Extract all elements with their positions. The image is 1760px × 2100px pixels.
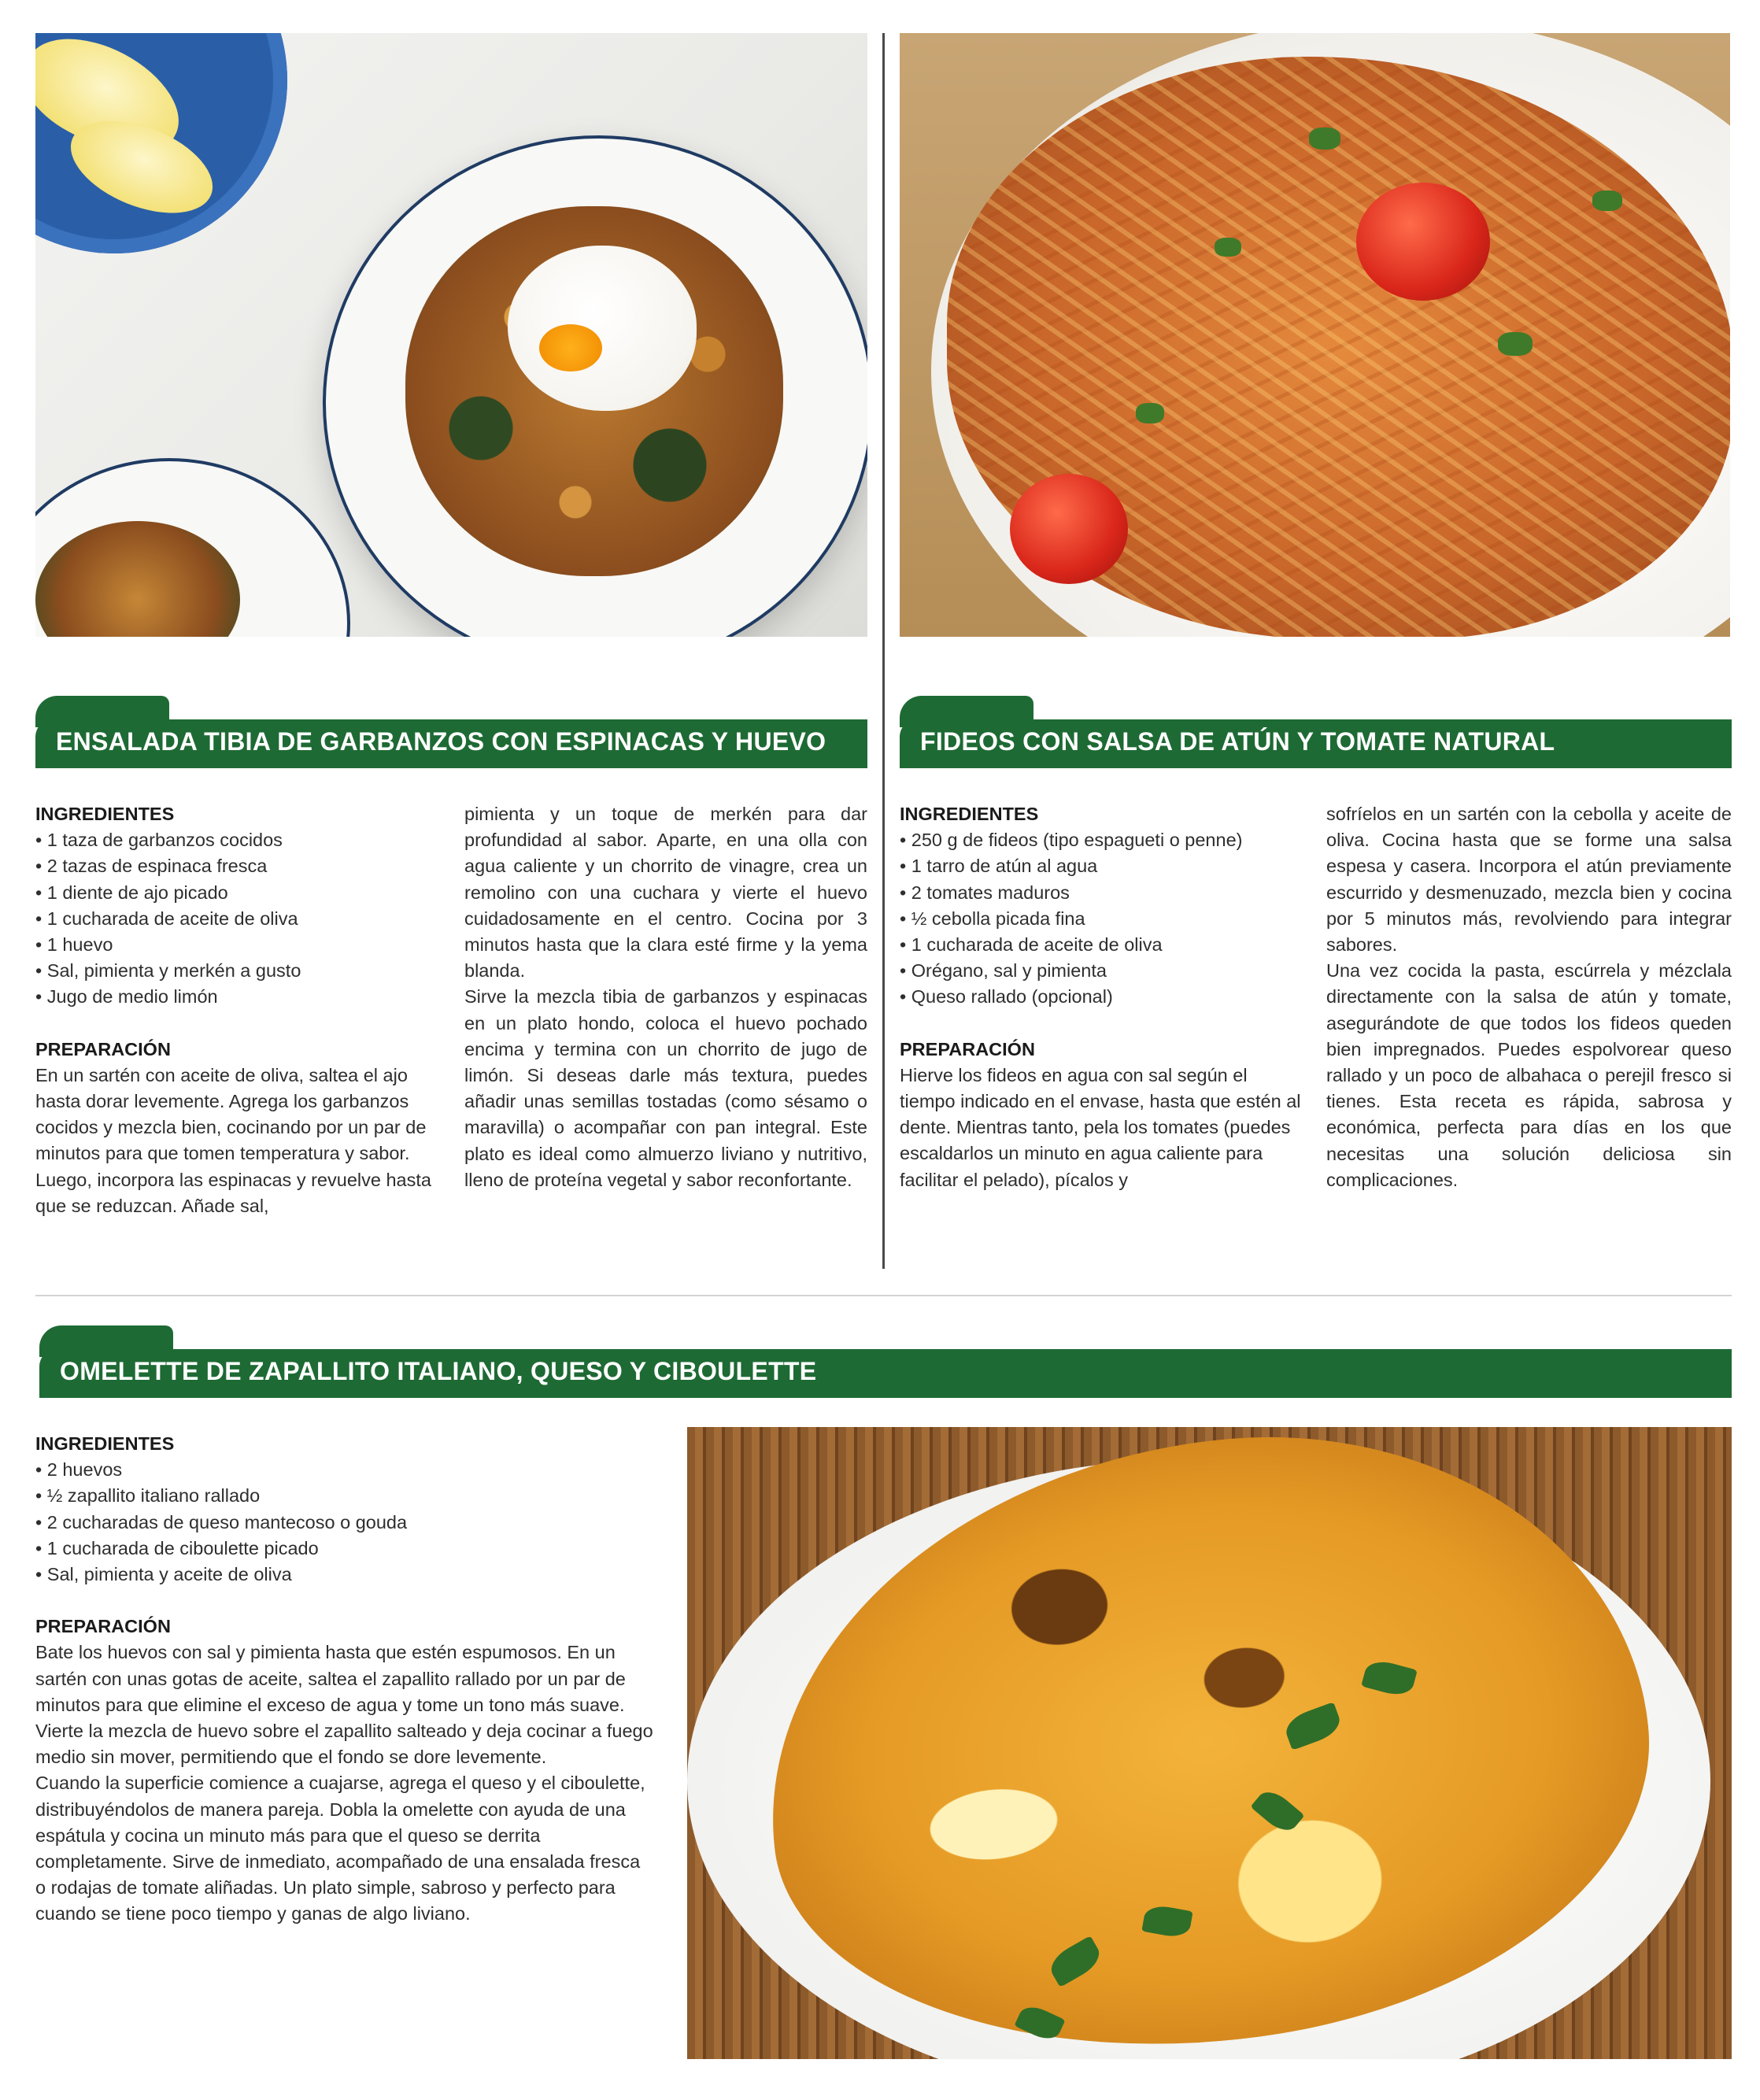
preparation-text: Cuando la superficie comience a cuajarse, agrega el queso y el ciboulette, distribuyéndolos de manera pareja. Dobla la omelette con ayuda de una espátula y cocina un minuto más para que el queso se derrita completamente. Sirve de inmediato, acompañado de una ensalada fresca o rodajas de tomate aliñadas. Un plato simple, sabroso y perfecto para cuando se tiene poco tiempo y ganas de algo liviano. (35, 1773, 645, 1924)
ingredient-item: • 1 cucharada de aceite de oliva (900, 932, 1303, 958)
ingredients-list (35, 827, 441, 1010)
ingredient-item: • Sal, pimienta y merkén a gusto (35, 958, 441, 984)
recipe-header-chickpea (35, 696, 867, 763)
cherry-tomato (1010, 474, 1128, 584)
preparation-heading: PREPARACIÓN (900, 1038, 1035, 1059)
preparation-text: Una vez cocida la pasta, escúrrela y mézclala directamente con la salsa de atún y tomate, asegurándote de que todos los fideos queden bien impregnados. Puedes espolvorear queso rallado y un poco de albahaca o perejil fresco si tienes. Esta receta es rápida, sabrosa y económica, perfecta para días en los que necesitas una solución deliciosa sin complicaciones. (1326, 960, 1732, 1190)
photo-chickpea-salad (35, 33, 867, 637)
ingredient-item: • 1 huevo (35, 932, 441, 958)
recipe-title: ENSALADA TIBIA DE GARBANZOS CON ESPINACAS Y HUEVO (56, 727, 826, 756)
ingredient-item: • 1 taza de garbanzos cocidos (35, 827, 441, 853)
ingredient-item: • 2 tazas de espinaca fresca (35, 853, 441, 879)
preparation-text: En un sartén con aceite de oliva, saltea el ajo hasta dorar levemente. Agrega los garbanzos cocidos y mezcla bien, cocinando por un par de minutos para que tomen temperatura y sabor. Luego, incorpora las espinacas y revuelve hasta que se reduzcan. Añade sal, (35, 1064, 431, 1216)
ingredients-list (35, 1457, 653, 1588)
preparation-heading: PREPARACIÓN (35, 1038, 171, 1059)
preparation-text: sofríelos en un sartén con la cebolla y aceite de oliva. Cocina hasta que se forme una salsa espesa y casera. Incorpora el atún previamente escurrido y desmenuzado, mezcla bien y cocina por 5 minutos más, revolviendo para integrar sabores. (1326, 804, 1732, 956)
ingredient-item: • Jugo de medio limón (35, 984, 441, 1010)
recipe-header-omelette (39, 1325, 1732, 1393)
cherry-tomato (1356, 183, 1490, 301)
ingredient-item: • Queso rallado (opcional) (900, 984, 1303, 1010)
ingredients-list (900, 827, 1303, 1010)
recipe-column (35, 801, 441, 1219)
column-divider (882, 33, 885, 1269)
ingredient-item: • 1 tarro de atún al agua (900, 853, 1303, 879)
recipe-column (464, 801, 867, 1193)
ingredient-item: • 1 cucharada de ciboulette picado (35, 1536, 653, 1562)
herb-garnish (1136, 403, 1164, 423)
ingredient-item: • 250 g de fideos (tipo espagueti o penne) (900, 827, 1303, 853)
ingredients-heading: INGREDIENTES (35, 804, 175, 824)
photo-tuna-pasta (900, 33, 1730, 637)
ingredient-item: • 2 huevos (35, 1457, 653, 1483)
ingredient-item: • 1 diente de ajo picado (35, 880, 441, 906)
preparation-text: Hierve los fideos en agua con sal según el tiempo indicado en el envase, hasta que estén al dente. Mientras tanto, pela los tomates (puedes escaldarlos un minuto en agua caliente para facilitar el pelado), pícalos y (900, 1064, 1301, 1190)
herb-garnish (1592, 190, 1622, 211)
recipe-title: OMELETTE DE ZAPALLITO ITALIANO, QUESO Y CIBOULETTE (60, 1357, 817, 1385)
recipe-column (1326, 801, 1732, 1193)
ingredients-heading: INGREDIENTES (35, 1433, 175, 1454)
ingredient-item: • 2 tomates maduros (900, 880, 1303, 906)
ingredient-item: • 2 cucharadas de queso mantecoso o gouda (35, 1510, 653, 1536)
poached-egg (508, 246, 697, 411)
ingredients-heading: INGREDIENTES (900, 804, 1039, 824)
egg-yolk (539, 324, 602, 372)
recipe-column (900, 801, 1303, 1193)
herb-garnish (1309, 128, 1340, 150)
herb-garnish (1215, 238, 1241, 257)
ingredient-item: • ½ zapallito italiano rallado (35, 1483, 653, 1509)
preparation-heading: PREPARACIÓN (35, 1616, 171, 1637)
preparation-text: Bate los huevos con sal y pimienta hasta que estén espumosos. En un sartén con unas gotas de aceite, saltea el zapallito rallado por un par de minutos para que elimine el exceso de agua y tome un tono más suave. Vierte la mezcla de huevo sobre el zapallito salteado y deja cocinar a fuego medio sin mover, permitiendo que el fondo se dore levemente. (35, 1642, 653, 1768)
section-divider (35, 1295, 1732, 1296)
herb-garnish (1498, 332, 1533, 356)
photo-omelette (687, 1427, 1732, 2059)
preparation-text: pimienta y un toque de merkén para dar profundidad al sabor. Aparte, en una olla con agua caliente y un chorrito de vinagre, crea un remolino con una cuchara y vierte el huevo cuidadosamente en el centro. Cocina por 3 minutos hasta que la clara esté firme y la yema blanda. (464, 804, 867, 982)
ingredient-item: • Sal, pimienta y aceite de oliva (35, 1562, 653, 1588)
recipe-column (35, 1431, 653, 1928)
recipe-title: FIDEOS CON SALSA DE ATÚN Y TOMATE NATURAL (920, 727, 1555, 756)
ingredient-item: • Orégano, sal y pimienta (900, 958, 1303, 984)
ingredient-item: • 1 cucharada de aceite de oliva (35, 906, 441, 932)
ingredient-item: • ½ cebolla picada fina (900, 906, 1303, 932)
recipe-header-pasta (900, 696, 1732, 763)
preparation-text: Sirve la mezcla tibia de garbanzos y espinacas en un plato hondo, coloca el huevo pochado encima y termina con un chorrito de jugo de limón. Si deseas darle más textura, puedes añadir unas semillas tostadas (como sésamo o maravilla) o acompañar con pan integral. Este plato es ideal como almuerzo liviano y nutritivo, lleno de proteína vegetal y sabor reconfortante. (464, 986, 867, 1190)
